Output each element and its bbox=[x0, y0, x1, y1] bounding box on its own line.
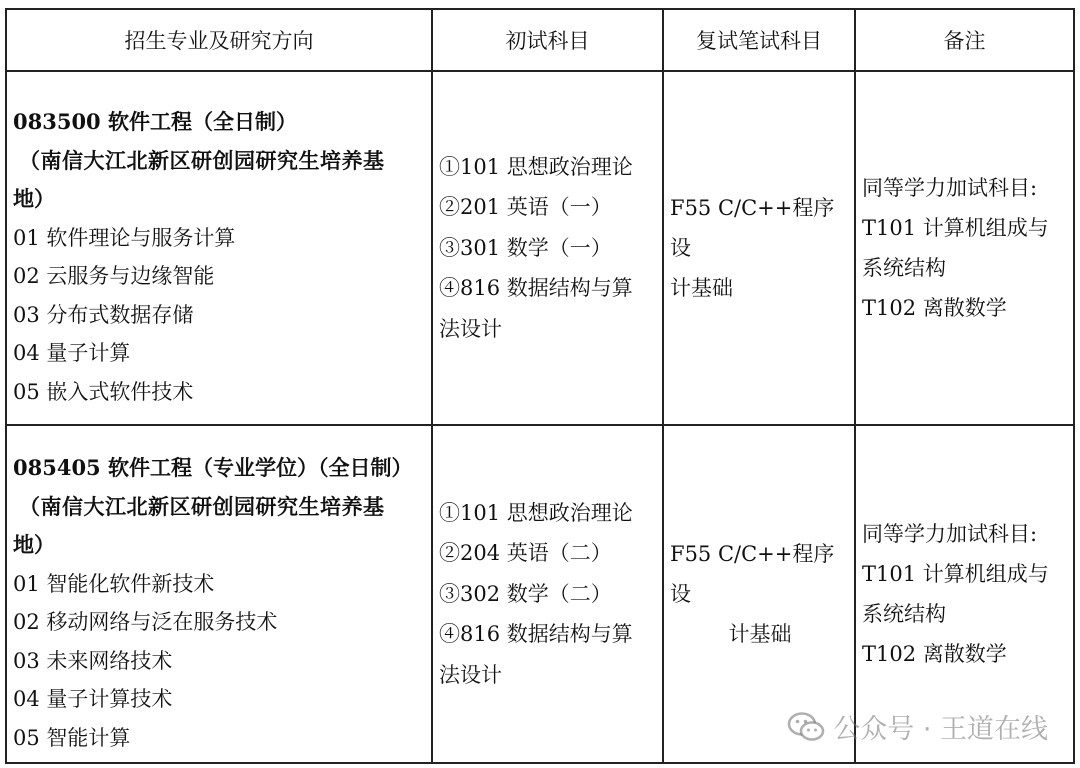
initial-subject: ④816 数据结构与算 bbox=[439, 276, 633, 301]
major-base-cont: 地） bbox=[13, 532, 55, 557]
retest-subject-cell bbox=[663, 71, 855, 425]
research-direction: 04 量子计算 bbox=[13, 341, 131, 365]
remark-line: T102 离散数学 bbox=[862, 296, 1007, 320]
research-direction: 03 未来网络技术 bbox=[13, 648, 173, 673]
remark-line: 系统结构 bbox=[862, 256, 946, 280]
initial-subjects-cell bbox=[432, 71, 663, 425]
retest-subject: F55 C/C++程序设 bbox=[670, 196, 835, 260]
watermark bbox=[787, 707, 1048, 746]
research-direction: 01 软件理论与服务计算 bbox=[13, 225, 236, 250]
admission-table bbox=[5, 8, 1075, 764]
header-retest-subjects: 复试笔试科目 bbox=[663, 9, 855, 71]
initial-subject: ②201 英语（一） bbox=[439, 195, 612, 220]
table-row bbox=[6, 71, 1074, 425]
initial-subject: ③302 数学（二） bbox=[439, 581, 612, 606]
major-base-cont: 地） bbox=[13, 186, 55, 211]
research-direction: 05 嵌入式软件技术 bbox=[13, 379, 194, 404]
remark-line: 同等学力加试科目: bbox=[862, 522, 1038, 546]
initial-subject: ②204 英语（二） bbox=[439, 541, 612, 566]
remarks-cell bbox=[855, 71, 1074, 425]
initial-subject-cont: 法设计 bbox=[439, 662, 502, 687]
retest-subject-cont: 计基础 bbox=[670, 276, 733, 300]
initial-subject: ①101 思想政治理论 bbox=[439, 500, 633, 525]
major-base: （南信大江北新区研创园研究生培养基 bbox=[19, 493, 385, 519]
research-direction: 05 智能计算 bbox=[13, 725, 131, 750]
remark-line: T101 计算机组成与 bbox=[862, 216, 1049, 240]
remark-line: T102 离散数学 bbox=[862, 642, 1007, 666]
major-base: （南信大江北新区研创园研究生培养基 bbox=[19, 147, 385, 173]
major-cell bbox=[6, 71, 432, 425]
header-major: 招生专业及研究方向 bbox=[6, 9, 432, 71]
table-header-row bbox=[6, 9, 1074, 71]
wechat-icon bbox=[787, 711, 825, 743]
major-code: 085405 软件工程（专业学位）（全日制） bbox=[13, 455, 413, 480]
retest-subject: F55 C/C++程序设 bbox=[670, 542, 835, 606]
initial-subject: ③301 数学（一） bbox=[439, 235, 612, 260]
initial-subjects-cell bbox=[432, 425, 663, 763]
header-remarks: 备注 bbox=[855, 9, 1074, 71]
research-direction: 03 分布式数据存储 bbox=[13, 302, 194, 327]
research-direction: 02 云服务与边缘智能 bbox=[13, 264, 215, 288]
research-direction: 01 智能化软件新技术 bbox=[13, 571, 215, 596]
remark-line: 同等学力加试科目: bbox=[862, 176, 1038, 200]
watermark-text: 公众号 · 王道在线 bbox=[833, 714, 1048, 745]
remark-line: 系统结构 bbox=[862, 602, 946, 626]
header-initial-subjects: 初试科目 bbox=[432, 9, 663, 71]
major-code: 083500 软件工程（全日制） bbox=[13, 109, 297, 134]
major-cell bbox=[6, 425, 432, 763]
research-direction: 04 量子计算技术 bbox=[13, 687, 173, 711]
initial-subject-cont: 法设计 bbox=[439, 316, 502, 341]
research-direction: 02 移动网络与泛在服务技术 bbox=[13, 610, 278, 634]
retest-subject-cont: 计基础 bbox=[728, 622, 792, 646]
admission-table-sheet bbox=[5, 0, 1077, 768]
initial-subject: ④816 数据结构与算 bbox=[439, 622, 633, 647]
remark-line: T101 计算机组成与 bbox=[862, 562, 1049, 586]
initial-subject: ①101 思想政治理论 bbox=[439, 154, 633, 179]
